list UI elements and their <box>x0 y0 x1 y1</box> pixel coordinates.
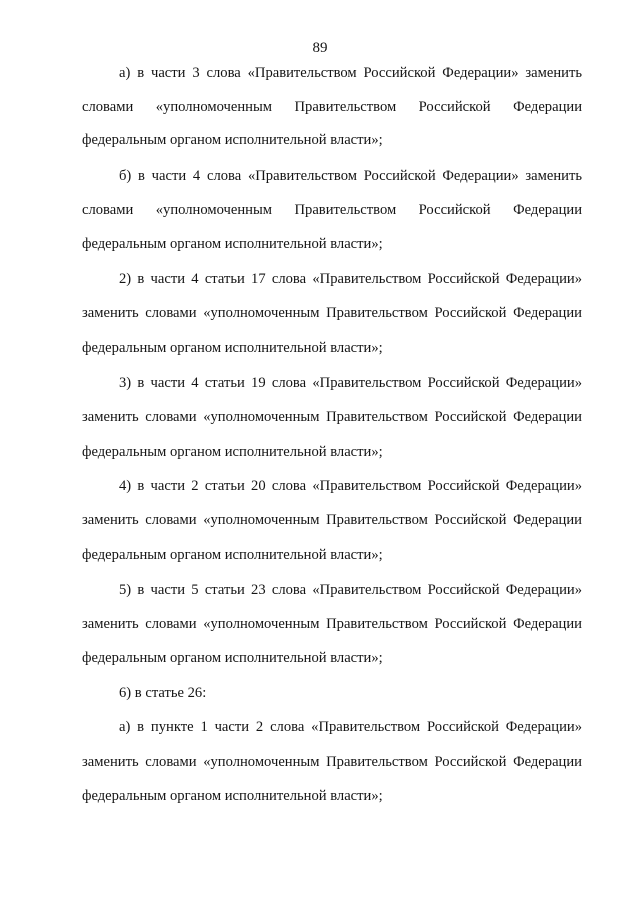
paragraph-6a-line-3: федеральным органом исполнительной власти»; <box>82 788 383 804</box>
paragraph-6a-line-1: а) в пункте 1 части 2 слова «Правительством Российской Федерации» <box>119 719 582 735</box>
paragraph-b-line-1: б) в части 4 слова «Правительством Российской Федерации» заменить <box>119 168 582 184</box>
paragraph-3-line-1: 3) в части 4 статьи 19 слова «Правительством Российской Федерации» <box>119 375 582 391</box>
paragraph-4-line-1: 4) в части 2 статьи 20 слова «Правительством Российской Федерации» <box>119 478 582 494</box>
paragraph-2-line-3: федеральным органом исполнительной власти»; <box>82 340 383 356</box>
paragraph-6a-line-2: заменить словами «уполномоченным Правительством Российской Федерации <box>82 754 582 770</box>
page-number: 89 <box>312 40 328 56</box>
paragraph-5-line-1: 5) в части 5 статьи 23 слова «Правительством Российской Федерации» <box>119 582 582 598</box>
paragraph-5-line-3: федеральным органом исполнительной власти»; <box>82 650 383 666</box>
paragraph-2-line-1: 2) в части 4 статьи 17 слова «Правительством Российской Федерации» <box>119 271 582 287</box>
paragraph-b-line-2: словами «уполномоченным Правительством Российской Федерации <box>82 202 582 218</box>
paragraph-2-line-2: заменить словами «уполномоченным Правительством Российской Федерации <box>82 305 582 321</box>
paragraph-a-line-2: словами «уполномоченным Правительством Российской Федерации <box>82 99 582 115</box>
paragraph-6-line-1: 6) в статье 26: <box>119 685 207 701</box>
paragraph-5-line-2: заменить словами «уполномоченным Правительством Российской Федерации <box>82 616 582 632</box>
paragraph-b-line-3: федеральным органом исполнительной власти»; <box>82 236 383 252</box>
paragraph-a-line-1: а) в части 3 слова «Правительством Российской Федерации» заменить <box>119 65 582 81</box>
paragraph-4-line-2: заменить словами «уполномоченным Правительством Российской Федерации <box>82 512 582 528</box>
paragraph-3-line-2: заменить словами «уполномоченным Правительством Российской Федерации <box>82 409 582 425</box>
paragraph-4-line-3: федеральным органом исполнительной власти»; <box>82 547 383 563</box>
paragraph-3-line-3: федеральным органом исполнительной власти»; <box>82 444 383 460</box>
paragraph-a-line-3: федеральным органом исполнительной власти»; <box>82 132 383 148</box>
